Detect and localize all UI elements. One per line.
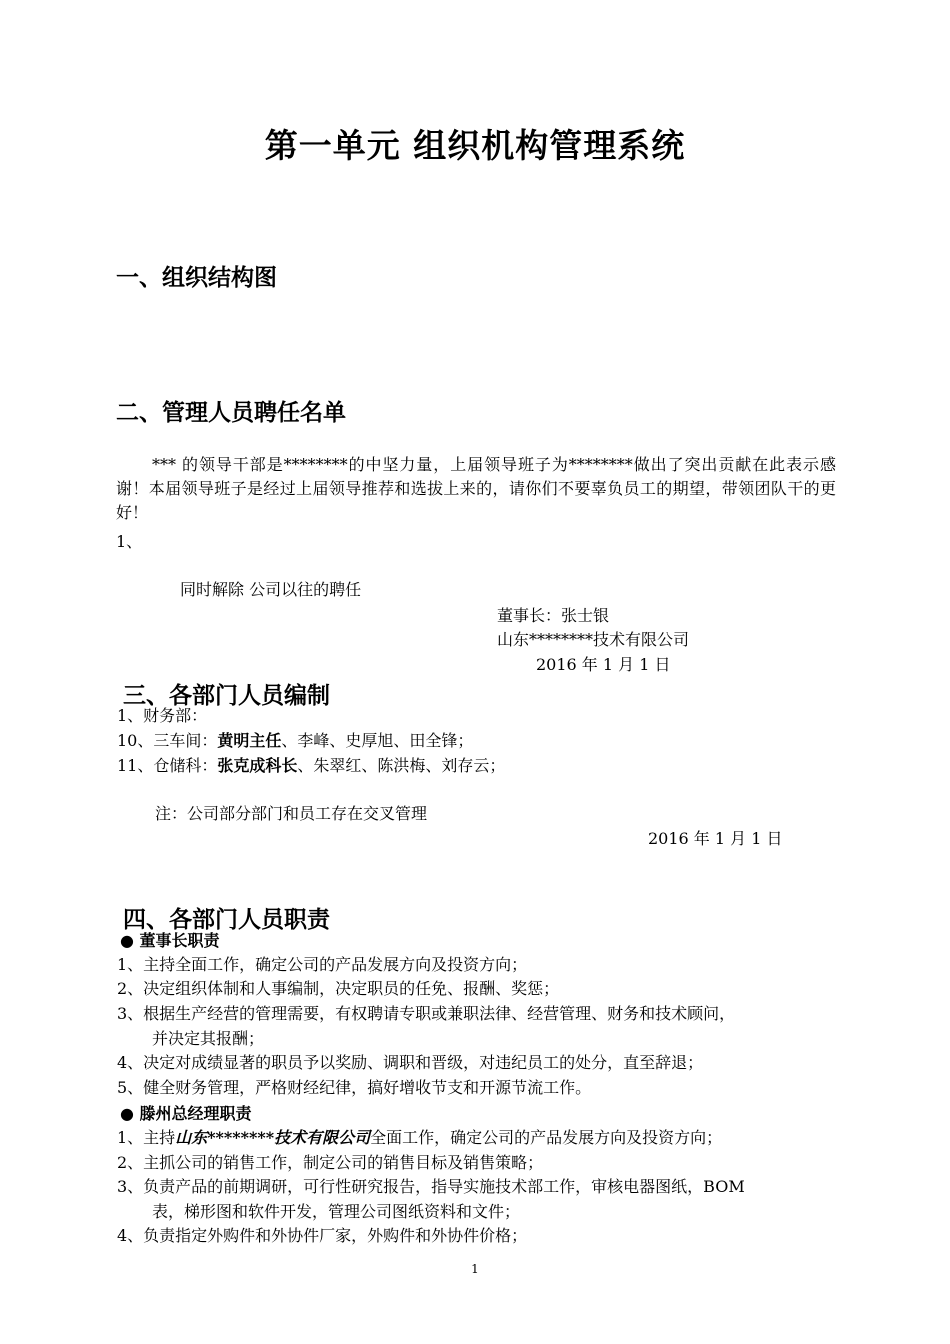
appointment-item-1: 1、 [116,532,143,551]
workshop-members: 、李峰、史厚旭、田全锋； [281,731,474,750]
section-heading-staffing: 三、各部门人员编制 [123,683,330,709]
storage-members: 、朱翠红、陈洪梅、刘存云； [297,756,506,775]
gm-duty-3: 3、负责产品的前期调研，可行性研究报告，指导实施技术部工作，审核电器图纸，BOM [117,1177,745,1196]
signer: 董事长：张士银 [497,606,610,625]
company-name: 山东********技术有限公司 [497,630,690,649]
gm-duty-3-cont: 表，梯形图和软件开发，管理公司图纸资料和文件； [152,1202,521,1221]
section-heading-duties: 四、各部门人员职责 [123,907,330,933]
section-heading-appointment: 二、管理人员聘任名单 [116,400,346,426]
workshop-head: 黄明主任 [217,731,282,750]
staffing-note: 注：公司部分部门和员工存在交叉管理 [155,804,428,823]
chairman-duty-4: 4、决定对成绩显著的职员予以奖励、调职和晋级，对违纪员工的处分，直至辞退； [117,1053,704,1072]
chairman-duty-5: 5、健全财务管理，严格财经纪律，搞好增收节支和开源节流工作。 [117,1078,592,1097]
chairman-duty-3-cont: 并决定其报酬； [152,1029,265,1048]
gm-duty-1-company: 山东********技术有限公司 [175,1128,371,1147]
gm-duties-heading: ● 滕州总经理职责 [120,1104,252,1123]
appointment-paragraph: *** 的领导干部是********的中坚力量，上届领导班子为********做出了突出贡献在此表示感谢！本届领导班子是经过上届领导推荐和选拔上来的，请你们不要辜负员工的期望，带领团队干的更好！ [116,455,836,522]
storage-label: 11、仓储科： [117,756,218,775]
gm-duty-1 [117,1126,722,1150]
staffing-date: 2016 年 1 月 1 日 [648,829,783,848]
section-heading-org-chart: 一、组织结构图 [116,265,277,291]
page-title: 第一单元 组织机构管理系统 [264,126,686,165]
staffing-finance: 1、财务部： [117,706,208,725]
gm-duty-2: 2、主抓公司的销售工作，制定公司的销售目标及销售策略； [117,1153,544,1172]
gm-duty-1-rest: 全面工作，确定公司的产品发展方向及投资方向； [370,1128,723,1147]
appointment-date: 2016 年 1 月 1 日 [536,655,671,674]
chairman-duty-1: 1、主持全面工作，确定公司的产品发展方向及投资方向； [117,955,528,974]
chairman-duty-3: 3、根据生产经营的管理需要，有权聘请专职或兼职法律、经营管理、财务和技术顾问， [117,1004,736,1023]
staffing-workshop [117,729,473,753]
chairman-duty-2: 2、决定组织体制和人事编制，决定职员的任免、报酬、奖惩； [117,979,560,998]
staffing-storage [117,754,505,778]
page-number: 1 [471,1262,479,1276]
revoke-note: 同时解除 公司以往的聘任 [180,580,362,599]
gm-duty-4: 4、负责指定外购件和外协件厂家，外购件和外协件价格； [117,1226,528,1245]
storage-head: 张克成科长 [217,756,298,775]
gm-duty-1-prefix: 1、主持 [117,1128,176,1147]
workshop-label: 10、三车间： [117,731,218,750]
chairman-duties-heading: ● 董事长职责 [120,931,220,950]
